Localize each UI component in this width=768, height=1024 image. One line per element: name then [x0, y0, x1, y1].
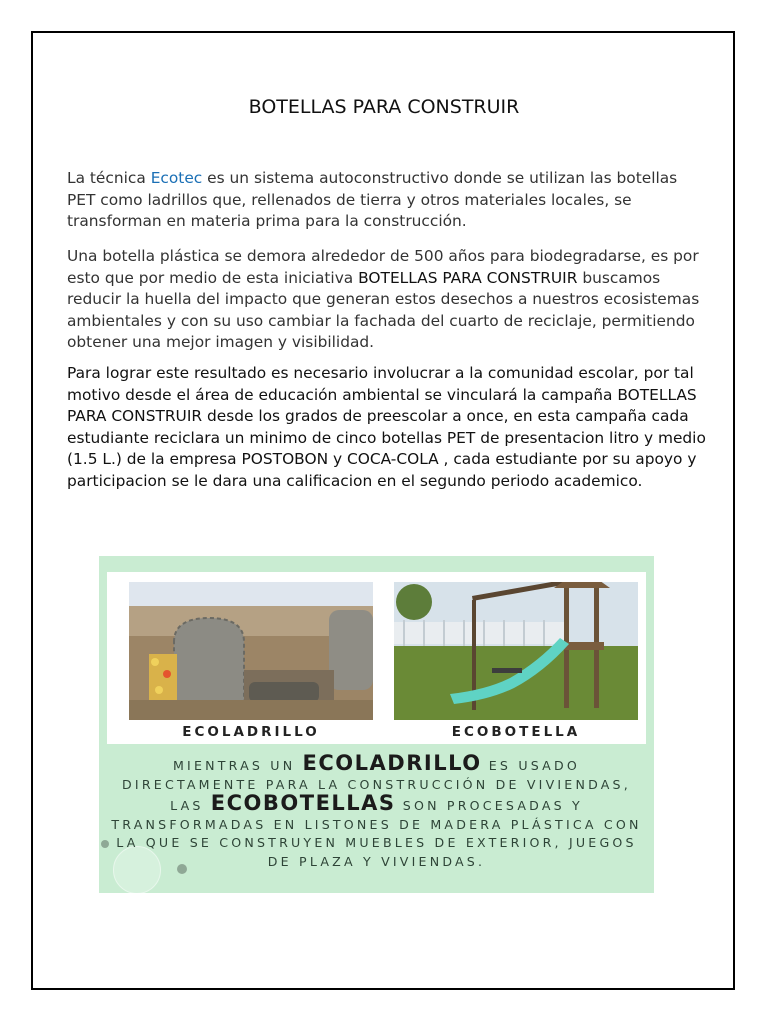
- paragraph-intro-end: es un sistema autoconstructivo donde se utilizan las botellas PET como ladrillos que, rellenados de tierra y otros materiales locales, se transforman en materia prima para la construcción.: [67, 169, 678, 230]
- ecobotella-illustration: [394, 582, 638, 720]
- paragraph-biodegrade-start: Una botella plástica se demora alrededor de 500 años para biodegradarse, es por esto que por medio de esta iniciativa: [67, 247, 699, 287]
- ecoladrillo-caption: ECOLADRILLO: [182, 724, 320, 740]
- photo-panel: [107, 572, 646, 744]
- paragraph-biodegrade-end: buscamos reducir la huella del impacto que generan estos desechos a nuestros ecosistemas ambientales y con su uso cambiar la fachada del cuarto de reciclaje, permitiendo obtener una mejor imagen y visibilidad.: [67, 268, 700, 351]
- ecobotellas-highlight: ECOBOTELLAS: [210, 791, 396, 815]
- poster-text-part: ES USADO DIRECTAMENTE PARA LA CONSTRUCCIÓN DE VIVIENDAS, LAS: [122, 758, 631, 813]
- ecobotella-photo: [394, 582, 638, 720]
- ecoladrillo-photo: [129, 582, 373, 720]
- paragraph-intro: [67, 168, 707, 233]
- campaign-name: BOTELLAS PARA CONSTRUIR: [67, 385, 697, 425]
- paragraph-campaign: [67, 363, 707, 492]
- ecobotella-caption: ECOBOTELLA: [451, 724, 581, 740]
- paragraph-biodegrade: [67, 246, 707, 354]
- ecoladrillo-highlight: ECOLADRILLO: [302, 751, 482, 775]
- poster-description: [109, 751, 644, 871]
- paragraph-intro-start: La técnica: [67, 169, 151, 187]
- poster-text-part: SON PROCESADAS Y TRANSFORMADAS EN LISTONES DE MADERA PLÁSTICA CON LA QUE SE CONSTRUYEN MUEBLES DE EXTERIOR, JUEGOS DE PLAZA Y VIVIENDAS.: [111, 798, 642, 869]
- infographic-poster: [99, 556, 654, 893]
- document-title: BOTELLAS PARA CONSTRUIR: [248, 96, 520, 118]
- ecoladrillo-illustration: [129, 582, 373, 720]
- bubble-decoration: [101, 840, 109, 848]
- campaign-name: BOTELLAS PARA CONSTRUIR: [358, 268, 578, 287]
- ecotec-link[interactable]: Ecotec: [150, 169, 203, 187]
- paragraph-campaign-start: Para lograr este resultado es necesario involucrar a la comunidad escolar, por tal motivo desde el área de educación ambiental se vinculará la campaña: [67, 364, 694, 404]
- poster-text-part: MIENTRAS UN: [172, 758, 303, 773]
- paragraph-campaign-end: desde los grados de preescolar a once, en esta campaña cada estudiante reciclara un minimo de cinco botellas PET de presentacion litro y medio (1.5 L.) de la empresa POSTOBON y COCA-COLA , cada estudiante por su apoyo y participacion se le dara una calificacion en el segundo periodo academico.: [67, 407, 706, 490]
